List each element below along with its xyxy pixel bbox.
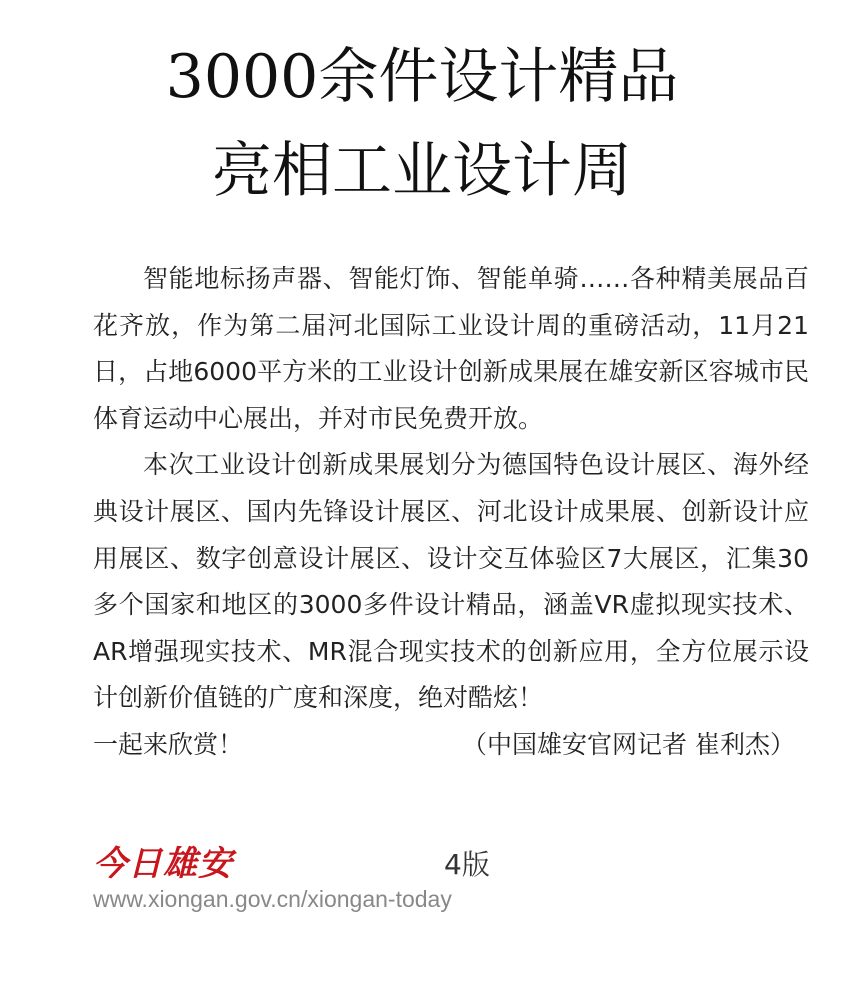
article-body xyxy=(93,256,809,769)
closing-row xyxy=(93,722,809,769)
page-label: 4版 xyxy=(444,848,490,881)
paragraph-2: 本次工业设计创新成果展划分为德国特色设计展区、海外经典设计展区、国内先锋设计展区、河北设计成果展、创新设计应用展区、数字创意设计展区、设计交互体验区7大展区，汇集30多个国家和地区的3000多件设计精品，涵盖VR虚拟现实技术、AR增强现实技术、MR混合现实技术的创新应用，全方位展示设计创新价值链的广度和深度，绝对酷炫！ xyxy=(93,450,809,713)
closing-text: 一起来欣赏！ xyxy=(93,729,244,759)
today-xiongan-logo: 今日雄安 xyxy=(93,844,233,884)
headline xyxy=(0,30,844,218)
footer-url-link[interactable]: www.xiongan.gov.cn/xiongan-today xyxy=(93,886,452,912)
reporter-byline: （中国雄安官网记者 崔利杰） xyxy=(462,729,795,759)
paragraph-1: 智能地标扬声器、智能灯饰、智能单骑……各种精美展品百花齐放，作为第二届河北国际工业设计周的重磅活动，11月21日，占地6000平方米的工业设计创新成果展在雄安新区容城市民体育运动中心展出，并对市民免费开放。 xyxy=(93,264,809,433)
headline-line-1: 3000余件设计精品 xyxy=(165,42,679,112)
headline-line-2: 亮相工业设计周 xyxy=(212,136,632,206)
